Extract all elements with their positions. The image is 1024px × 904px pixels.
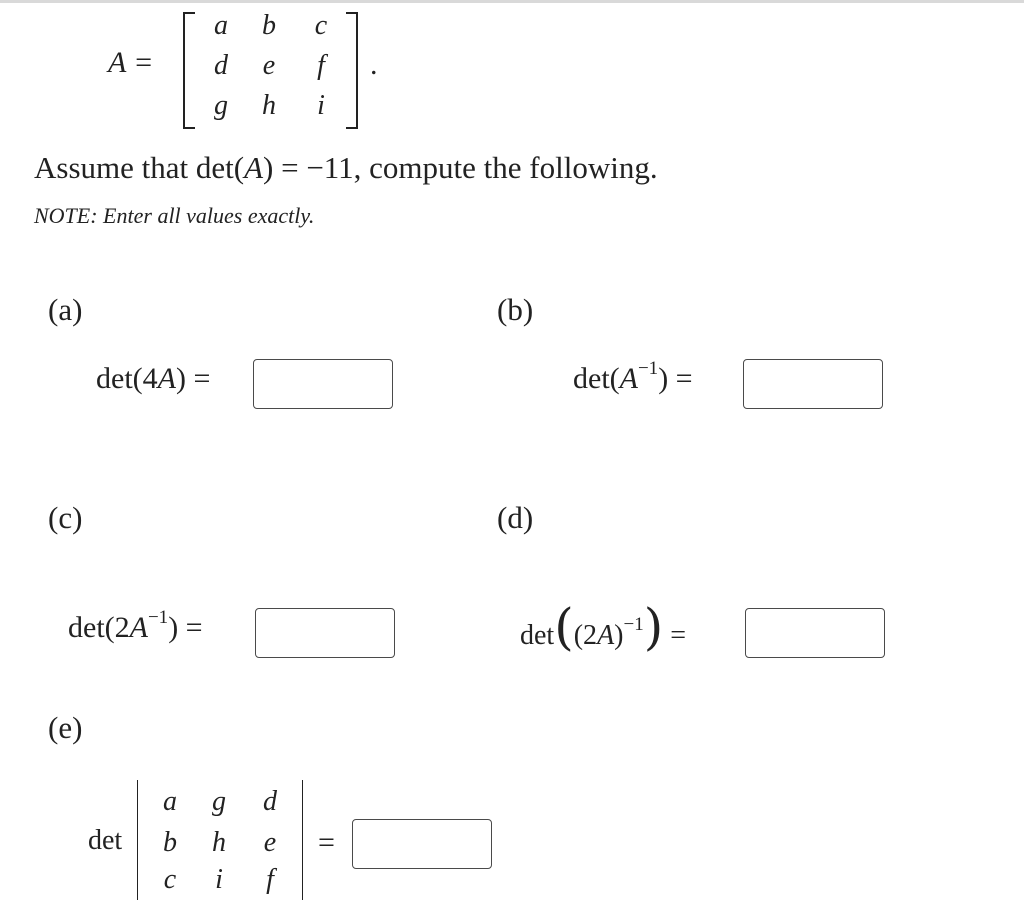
right-bracket	[346, 12, 358, 129]
part-b-label: (b)	[497, 292, 534, 327]
matrix-cell: h	[262, 90, 276, 121]
part-d-expression	[520, 598, 686, 656]
top-divider	[0, 0, 1024, 3]
part-d-answer-input[interactable]	[745, 608, 885, 658]
expr-text: ) =	[175, 362, 211, 395]
expr-superscript: −1	[147, 606, 169, 628]
part-e-det: det	[88, 825, 123, 856]
expr-var: A	[129, 611, 148, 644]
part-a-expression	[96, 362, 210, 396]
matrix-lhs: A =	[108, 46, 154, 79]
det-cell: e	[263, 827, 277, 858]
det-left-bar	[137, 780, 138, 900]
expr-text: =	[670, 620, 687, 651]
det-cell: i	[215, 864, 223, 895]
prompt-post: ) = −11, compute the following.	[263, 150, 658, 185]
matrix-terminator: .	[370, 48, 378, 81]
big-left-paren: (	[554, 598, 574, 656]
expr-superscript: −1	[637, 357, 659, 379]
expr-var: A	[157, 362, 176, 395]
expr-text: det(	[573, 362, 620, 395]
expr-text: det(4	[96, 362, 158, 395]
big-right-paren: )	[643, 598, 664, 656]
det-cell: g	[212, 786, 226, 817]
left-bracket	[183, 12, 195, 129]
matrix-cell: i	[317, 90, 325, 121]
part-b-answer-input[interactable]	[743, 359, 883, 409]
det-cell: d	[263, 786, 277, 817]
part-d-label: (d)	[497, 500, 534, 535]
expr-text: )	[614, 620, 624, 651]
part-c-answer-input[interactable]	[255, 608, 395, 658]
expr-var: A	[597, 620, 615, 651]
det-cell: c	[163, 864, 177, 895]
matrix-cell: d	[214, 50, 228, 81]
expr-text: ) =	[658, 362, 693, 395]
part-a-label: (a)	[48, 292, 83, 327]
expr-text: det(2	[68, 611, 130, 644]
part-a-answer-input[interactable]	[253, 359, 393, 409]
expr-text: ) =	[168, 611, 203, 644]
part-e-equals: =	[318, 826, 335, 859]
part-e-answer-input[interactable]	[352, 819, 492, 869]
det-cell: f	[266, 864, 274, 895]
expr-var: A	[619, 362, 638, 395]
part-c-expression	[68, 606, 203, 645]
matrix-cell: e	[262, 50, 276, 81]
expr-text: (2	[573, 620, 598, 651]
expr-text: det	[520, 620, 555, 651]
det-cell: b	[163, 827, 177, 858]
matrix-cell: g	[214, 90, 228, 121]
problem-note: NOTE: Enter all values exactly.	[34, 203, 315, 228]
problem-prompt	[34, 150, 658, 186]
part-e-label: (e)	[48, 710, 83, 745]
det-cell: a	[163, 786, 177, 817]
matrix-cell: c	[314, 10, 328, 41]
matrix-cell: f	[317, 50, 325, 81]
det-right-bar	[302, 780, 303, 900]
det-cell: h	[212, 827, 226, 858]
part-c-label: (c)	[48, 500, 83, 535]
matrix-cell: a	[214, 10, 228, 41]
expr-superscript: −1	[623, 613, 644, 635]
prompt-pre: Assume that det(	[34, 150, 245, 185]
matrix-cell: b	[262, 10, 276, 41]
part-b-expression	[573, 357, 693, 396]
prompt-var: A	[244, 150, 264, 185]
